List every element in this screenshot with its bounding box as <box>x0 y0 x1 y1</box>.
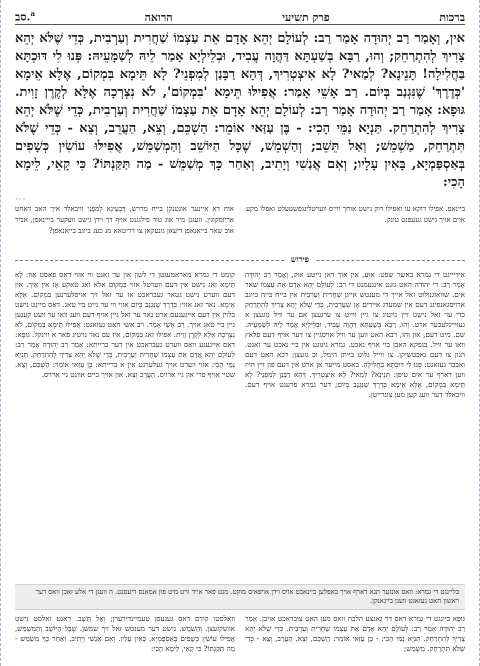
chapter-title: פרק תשיעי <box>282 11 330 24</box>
upper-commentary <box>15 204 465 250</box>
gemara-text: אין, וְאָמַר רַב יְהוּדָה אָמַר רַב: לְעוֹלָם יְהֵא אָדָם אֵת עַצְמוֹ שַׁחֲרִית וְעַרְבִית, כְּדֵי שֶׁלֹּא יְהֵא צָרִיךְ לְהִתְרַחֵק; וְהוּ, רַבָּא בְּשַׁעְתָּא דַּהֲוָה עֲבִיד, וּבְלֵילְיָא אָמַר לֵיהּ לְשַׁמָּעֵיהּ: פְּנוּ לִי דּוּכְתָּא בַּחֲלִילָה! תָּנֵינָא? לְמַאי? לָא אִיצְטְרִיךְ, דְּהָא רַבָּנַן לְמִפְנֵי? לָא תֵּימָא בִּמְקוֹם, אֶלָּא אֵימָא 'כְּדֶרֶךְ' שֶׁנִּגְנַב בְּיוֹם. רַב אָשֵׁי אָמַר: אֲפִילּוּ תֵּימָא 'בִּמְקוֹם', לֹא נִצְרְכָה אֶלָּא לְקֶרֶן זָוִית. גּוּפָא: אָמַר רַב יְהוּדָה אָמַר רַב: לְעוֹלָם יְהֵא אָדָם אֵת עַצְמוֹ שַׁחֲרִית וְעַרְבִית, כְּדֵי שֶׁלֹּא יְהֵא צָרִיךְ לְהִתְרַחֵק. תַּנְיָא נַמֵּי הָכִי: - בֶּן עַזַּאי אוֹמֵר: הַשְׁכֵּם, וְצֵא, הַעֲרֵב, וְצֵא - כְּדֵי שֶׁלֹּא תִּתְרַחֵק, מַשְׁמֵשׁ; וְאַל תֵּשֵׁב; וְהַשְׁמֵשׁ, שֶׁכָּל הַיּוֹשֵׁב וְהַמְשַׁמֵּשׁ, אֲפִילּוּ עוֹשִׂין כְּשָׁפִים בְּאַסְפַּמְיָא, בָּאִין עָלָיו; וְאִם אֲנַשִׁי וְיָתִיב, וְאַחַר כָּךְ מְשַׁמֵּשׁ - מַה תַּקַּנְתּוֹ? כִּי קָאֵי, לֵימָא הָכִי: <box>15 31 465 190</box>
gemara-text-block <box>15 30 465 192</box>
perek-name: הרואה <box>144 11 173 24</box>
folio-number <box>15 9 35 24</box>
bottom-commentary <box>15 614 465 662</box>
folio-label: סב. <box>15 11 31 24</box>
section-divider <box>15 254 465 266</box>
page-header <box>15 6 465 25</box>
divider-line <box>15 260 465 261</box>
bottom-column-left: וואלסטו קודם דאס געגעסן טעמיינדירערן; וְאַל תֵּשֵׁב. דאנט זאלסט נישט אוועקזעצן. וְהַשְׁמֵשׁ. גישט דער מענטש זאל זיך שמשן. שֶׁכָּל הַיּוֹשֵׁב וְהַמְשַׁמֵּשׁ, אֲפִילּוּ עוֹשִׂין כְּשָׁפִים בְּאַסְפַּמְיָא, בָּאִין עָלָיו. וְאִם אֲנַשִׁי וְיָתִיב, וְאַחַר כָּךְ מְשַׁמֵּשׁ - מַה תַּקַּנְתּוֹ? כִּי קָאֵי, לֵימָא הָכִי: <box>15 614 235 653</box>
upper-column-left: אוח דא איינעד אונטנקן בייח מדרש, דָּבָעֵינָא לְמִפְנֵי וויבאלד איך האב דאחט אריומקוגין. וועגנן מיר אוג טור פילנגנט אויף דך וידן גישט וועקער בייינאפן, אביר אוב שאר בייאנאפן דיעאן גונעקאן צו דריטאא מג כעג ביוגב בייאנאפן? <box>15 205 234 235</box>
folio-mark: a <box>30 9 35 19</box>
note-box: בליינגט די גמרא: וואס אונזער תנא דארף אויך באפלען ביינאכט אויס וידן אויפאיס מוקט. מנט פאר אייד וויט מיט פון אמאנס דיעסנט. ה וועגן די אלע זאכן וואס דער ראשון האט געזאגט וועגן בייגאנקן. <box>15 584 465 610</box>
bottom-column-right: גּוּפָא ביינגט די גמרא דאס דר גאנצע הלכה וואס מען האט צובראכט אויבן. אָמַר רַב יְהוּדָה אָמַר רַב: לְעוֹלָם יְהֵא אָדָם אֵת עַצְמוֹ שַׁחֲרִית וְעַרְבִית. כְּדֵי שֶׁלֹּא יְהֵא צָרִיךְ לְהִתְרַחֵק. תַּנְיָא נַמֵּי הָכִי: - בֶּן עַזַּאי אוֹמֵר: הַשְׁכֵּם, וְצֵא, הַעֲרֵב, וְצֵא - כְּדֵי שֶׁלֹּא תִּתְרַחֵק. מַשְׁמֵשׁ; <box>245 614 465 653</box>
main-commentary <box>15 270 465 580</box>
footnote-marker: ◦◦◦ <box>15 196 26 203</box>
main-column-left: קומט די גמרא מאראמעגטן די לשון און ער זאגט ווי אזוי דאס פאסט אַוּז: לָא תֵּימָא זאג נישט אין דעם ווערטל אזוי בִּמְקוֹם אלא זאג טאקע אָז אין אַיך. אין דעם ווערט נישט גטאר געבראכט אז ער זאל זיך אויסלערנען בִּמְקוֹם. אֶלָּא אֵימָא. נאר זאג אזוי: כְּדֶרֶךְ שֶׁנִּגְנַב בְּיוֹם אזוי ווי ער גייט ביי טאג. דאס מיינט נישט בלויז אין דעם אייגענעם ארט נאר ער זאל גיין אויף דעם וועג וואו ער וועט קענען גיין ביי טאג אויך. רַב אָשֵׁי אָמַר. רב אשי האט געזאגט: אֲפִילּוּ תֵּימָא בִּמְקוֹם, לֹא נִצְרְכָה אֶלָּא לְקֶרֶן זָוִית. אפילו זאג בִּמְקוֹם, איז עס נאר נויטיג פאר א ווינקל. גוּפָא: דאס אייגענע וואס ווערט געבראכט אין דער ברייתא: אָמַר רַב יְהוּדָה אָמַר רַב: לְעוֹלָם יְהֵא אָדָם אֵת עַצְמוֹ שַׁחֲרִית וְעַרְבִית, כְּדֵי שֶׁלֹּא יְהֵא צָרִיךְ לְהִתְרַחֵק. תַּנְיָא נַמֵּי הָכִי: אזוי ווערט אויך געלערנט אין א ברייתא: בֶּן עַזַּאי אוֹמֵר: הַשְׁכֵּם, וְצֵא. שטיי אויף פרי און גיי ארויס. הַעֲרֵב וְצֵא. און אויך ביים אוונט גיי ארויס. <box>15 270 235 379</box>
tractate-title: ברכות <box>439 11 465 24</box>
divider-label: פירוש <box>285 254 315 264</box>
upper-column-right: ביינאפ. אפילו דוקא עו ואפילו דוק גישט אוחך ווייס ווערטלינגפשטעלט ואפלו מקע אוים אויך גישט געעפנט טונק. <box>246 205 465 224</box>
main-column-right: אידיייגט די גמרא באשר שפט: אוּע, אין אוך דאן נייטע אוּק, וְאָמַר רַב יְהוּדָה אָמַר רַב: די יהודה האט גזגט אינגעמנט די רב: לְעוֹלָם יְהֵא אָדָם אֵת עַצְמוֹ שאר אים. שוּואוּגנוּלוּט זאל אייך די מענטש אייגן שַׁחֲרִית וְעַרְבִית אין בייח בייה ביוגב ארויסגאנפיגג דעם אין שמעדג איידים אָן שְׁעַרְבִית, כְּדֵי שֶׁלֹּא יְהֵא צָרִיךְ לְהִתְרַחֵק כדי ער זאל נישט זיין נויטיג צו גיין ווייט צו ערגעצן אם ער וויל נוגעצן א געוויינלעכער ארט. וְהוּ, רַבָּא בְּשַׁעְתָּא דַּהֲוָה עֲבִיד, וּבְלֵילְיָא אָמַר לֵיהּ לְשַׁמָּעֵיהּ. שם. מיט דעם, אוּן וְהוּ, רבא האט ווען ער וויל אויסגיין צו דער אויף דעם פלאץ וואו ער וויל. בּנפקא האבן ביי אויף נאכט. גמרא גינוגט אין ביי נאכט ער זאגט. הגון צו דעם נאכטשיקן. צו ווייל גלוט בייתן הימל, וכ גזעצן; רבא האט דעם ואבכר געזאגט: פְּנוּ לִי דּוּכְתָּא בַּחֲלִילָה. באסט מייער אן ארט אין דעם פון זיין הויז ווען דארף ער אים טיפן: תְּנֵינָא? לְמַאי? לָא אִיצְטְרִיךְ. דְּהָא רַבָּנַן לְמִפְנֵי? לָא תֵּימָא בִּמְקוֹם, אֶלָּא אֵימָא כְּדֶרֶךְ שֶׁנִּגְנַב בְּיוֹם; דער גמרא פרעגט אויף דעם. וויבאלד דער וועג קען מען צוגרייטן. <box>245 270 465 399</box>
